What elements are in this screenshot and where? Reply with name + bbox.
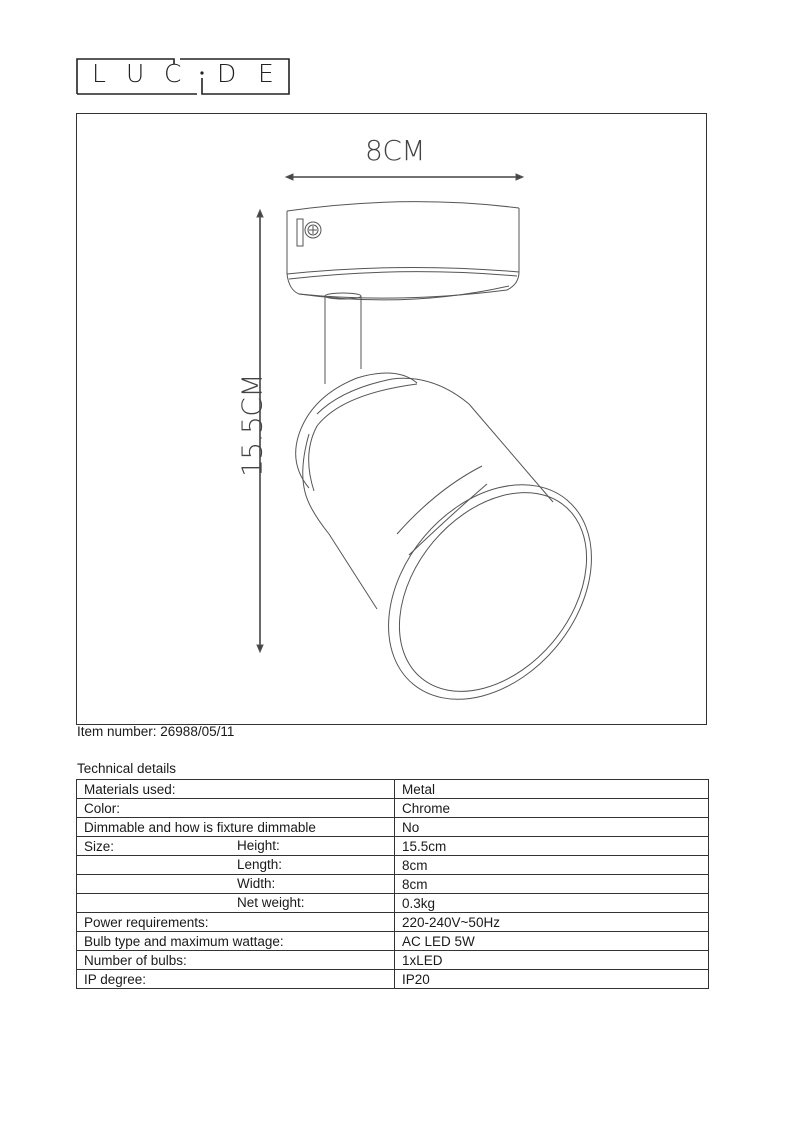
- row-value: 8cm: [395, 856, 709, 875]
- row-sub-label: Length:: [237, 857, 283, 872]
- row-value: No: [395, 818, 709, 837]
- row-value: 8cm: [395, 875, 709, 894]
- table-row: [77, 837, 709, 856]
- row-label: Dimmable and how is fixture dimmable: [77, 818, 395, 837]
- logo-letter: D: [217, 59, 237, 88]
- row-value: 15.5cm: [395, 837, 709, 856]
- item-number: Item number: 26988/05/11: [77, 724, 235, 739]
- spotlight-drawing-icon: [77, 114, 706, 724]
- table-row: [77, 894, 709, 913]
- table-row: [77, 913, 709, 932]
- product-drawing-frame: [76, 113, 707, 725]
- technical-details-title: Technical details: [77, 761, 177, 776]
- logo-letters: [76, 56, 292, 96]
- row-label: Size:: [84, 838, 115, 854]
- logo-letter: C: [164, 59, 182, 88]
- row-value: AC LED 5W: [395, 932, 709, 951]
- table-row: [77, 780, 709, 799]
- table-row: [77, 856, 709, 875]
- row-sub-label: Width:: [237, 876, 276, 891]
- table-row: [77, 932, 709, 951]
- row-value: 0.3kg: [395, 894, 709, 913]
- row-sub-label: Net weight:: [237, 895, 305, 910]
- row-label: Bulb type and maximum wattage:: [77, 932, 395, 951]
- table-row: [77, 818, 709, 837]
- logo-letter: U: [126, 59, 145, 88]
- row-value: Chrome: [395, 799, 709, 818]
- row-value: 1xLED: [395, 951, 709, 970]
- row-value: IP20: [395, 970, 709, 989]
- height-dimension-label: 15.5CM: [235, 373, 269, 478]
- row-label-cell: [77, 837, 395, 856]
- table-row: [77, 970, 709, 989]
- logo-letter: L: [92, 59, 106, 88]
- width-dimension-label: 8CM: [365, 134, 426, 167]
- table-row: [77, 875, 709, 894]
- row-label: Number of bulbs:: [77, 951, 395, 970]
- row-value: 220-240V~50Hz: [395, 913, 709, 932]
- row-value: Metal: [395, 780, 709, 799]
- row-label: Color:: [77, 799, 395, 818]
- lucide-logo: [76, 56, 292, 96]
- row-label-cell: [77, 856, 395, 875]
- row-label-cell: [77, 875, 395, 894]
- row-label: Materials used:: [77, 780, 395, 799]
- logo-letter: E: [258, 59, 274, 88]
- table-row: [77, 951, 709, 970]
- row-sub-label: Height:: [237, 838, 280, 853]
- technical-details-table: [76, 779, 709, 989]
- row-label: Power requirements:: [77, 913, 395, 932]
- table-row: [77, 799, 709, 818]
- row-label-cell: [77, 894, 395, 913]
- row-label: IP degree:: [77, 970, 395, 989]
